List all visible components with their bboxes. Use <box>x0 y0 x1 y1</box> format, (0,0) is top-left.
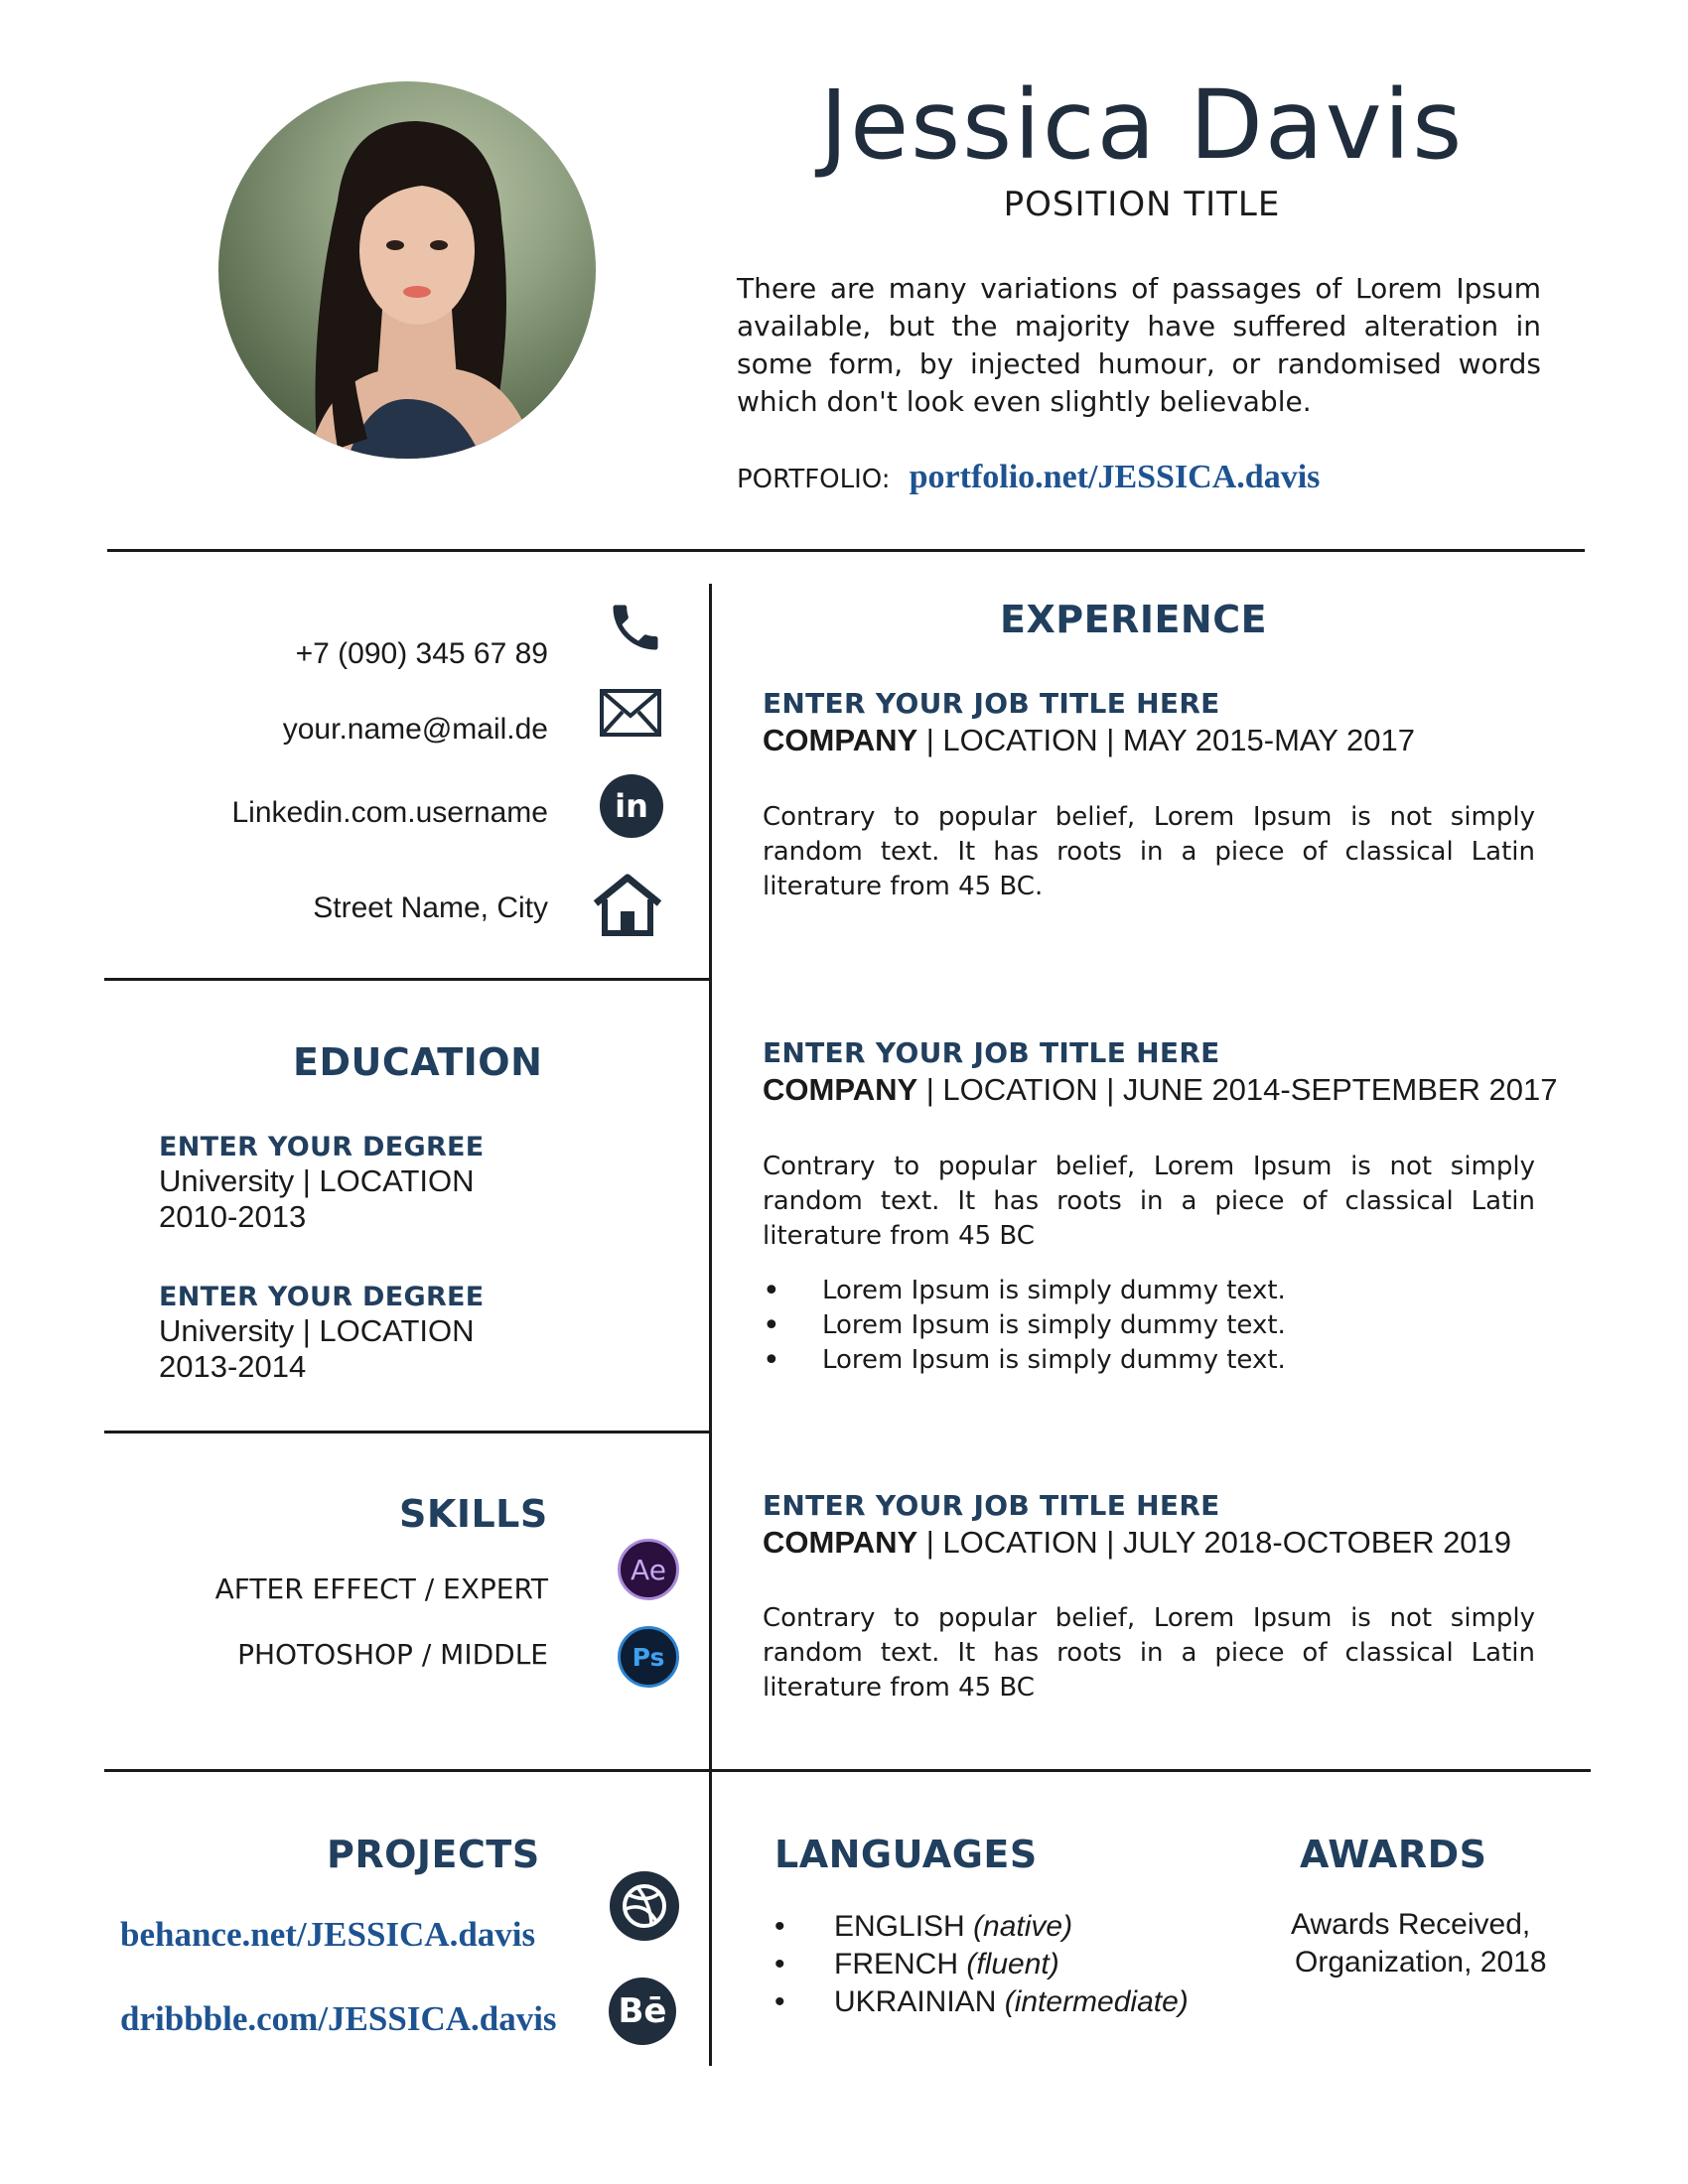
position-title: POSITION TITLE <box>1003 185 1281 224</box>
photoshop-icon: Ps <box>618 1626 679 1688</box>
job-title: ENTER YOUR JOB TITLE HERE <box>763 1489 1220 1522</box>
job-title: ENTER YOUR JOB TITLE HERE <box>763 687 1220 720</box>
job-title: ENTER YOUR JOB TITLE HERE <box>763 1036 1220 1069</box>
mail-icon <box>599 688 662 738</box>
linkedin-icon: in <box>600 774 663 838</box>
skill-after-effects: AFTER EFFECT / EXPERT <box>214 1572 548 1605</box>
job-description: Contrary to popular belief, Lorem Ipsum is not simply random text. It has roots in a piece of classical Latin literature from 45 BC <box>763 1152 1535 1251</box>
list-item: • Lorem Ipsum is simply dummy text. <box>763 1274 1535 1308</box>
portrait-illustration <box>218 81 596 459</box>
job-company-line <box>763 1525 1511 1561</box>
languages-list <box>774 1908 1189 2021</box>
list-item: • Lorem Ipsum is simply dummy text. <box>763 1343 1535 1378</box>
home-icon <box>590 872 665 937</box>
portfolio-row <box>737 459 1320 496</box>
degree-title: ENTER YOUR DEGREE <box>159 1282 485 1312</box>
contact-address: Street Name, City <box>313 891 548 924</box>
language-name: FRENCH <box>834 1948 958 1980</box>
job-company-line <box>763 1072 1558 1108</box>
summary-text: There are many variations of passages of Lorem Ipsum available, but the majority have suffered alteration in some form, by injected humour, or randomised words which don't look even slightly believable. <box>737 272 1541 418</box>
list-item: • Lorem Ipsum is simply dummy text. <box>763 1308 1535 1343</box>
awards-heading: AWARDS <box>1300 1833 1487 1876</box>
language-item <box>774 1908 1189 1946</box>
dribbble-link[interactable]: dribbble.com/JESSICA.davis <box>120 1999 557 2038</box>
skills-heading: SKILLS <box>399 1492 548 1536</box>
contact-divider <box>104 978 709 981</box>
contact-linkedin: Linkedin.com.username <box>231 796 548 829</box>
experience-heading: EXPERIENCE <box>1000 598 1268 641</box>
job-bullet-list <box>763 1274 1535 1378</box>
portfolio-link[interactable]: portfolio.net/JESSICA.davis <box>909 459 1321 495</box>
awards-line-2: Organization, 2018 <box>1295 1946 1547 1979</box>
behance-icon: Bē <box>609 1978 676 2045</box>
job-details: | LOCATION | MAY 2015-MAY 2017 <box>917 723 1415 757</box>
job-company: COMPANY <box>763 723 918 757</box>
languages-heading: LANGUAGES <box>774 1833 1038 1876</box>
job-description: Contrary to popular belief, Lorem Ipsum is not simply random text. It has roots in a piece of classical Latin literature from 45 BC. <box>763 802 1535 901</box>
profile-photo <box>218 81 596 459</box>
job-company-line <box>763 723 1415 758</box>
language-level: (native) <box>973 1910 1073 1943</box>
candidate-name: Jessica Davis <box>819 69 1465 181</box>
degree-school: University | LOCATION <box>159 1313 475 1348</box>
language-item <box>774 1946 1189 1983</box>
job-company: COMPANY <box>763 1525 918 1560</box>
phone-icon <box>606 598 665 657</box>
degree-title: ENTER YOUR DEGREE <box>159 1132 485 1162</box>
projects-heading: PROJECTS <box>327 1833 540 1876</box>
degree-school: University | LOCATION <box>159 1163 475 1198</box>
awards-line-1: Awards Received, <box>1291 1908 1531 1941</box>
job-details: | LOCATION | JUNE 2014-SEPTEMBER 2017 <box>917 1072 1558 1107</box>
language-level: (fluent) <box>966 1948 1059 1980</box>
education-heading: EDUCATION <box>293 1040 543 1084</box>
language-item <box>774 1983 1189 2021</box>
contact-phone: +7 (090) 345 67 89 <box>295 637 548 670</box>
language-name: UKRAINIAN <box>834 1985 997 2018</box>
language-name: ENGLISH <box>834 1910 965 1943</box>
portfolio-label: PORTFOLIO: <box>737 465 891 494</box>
contact-email: your.name@mail.de <box>282 713 548 746</box>
language-level: (intermediate) <box>1004 1985 1189 2018</box>
degree-years: 2010-2013 <box>159 1199 307 1234</box>
after-effects-icon: Ae <box>618 1539 679 1600</box>
header-divider <box>107 549 1585 552</box>
dribbble-icon <box>610 1871 679 1941</box>
job-description: Contrary to popular belief, Lorem Ipsum is not simply random text. It has roots in a piece of classical Latin literature from 45 BC <box>763 1603 1535 1703</box>
skill-photoshop: PHOTOSHOP / MIDDLE <box>237 1638 548 1671</box>
behance-link[interactable]: behance.net/JESSICA.davis <box>120 1915 536 1954</box>
degree-years: 2013-2014 <box>159 1349 307 1384</box>
column-divider <box>709 584 712 2066</box>
job-details: | LOCATION | JULY 2018-OCTOBER 2019 <box>917 1525 1512 1560</box>
job-company: COMPANY <box>763 1072 918 1107</box>
section-divider-bottom <box>104 1769 1591 1772</box>
education-divider <box>104 1431 709 1433</box>
